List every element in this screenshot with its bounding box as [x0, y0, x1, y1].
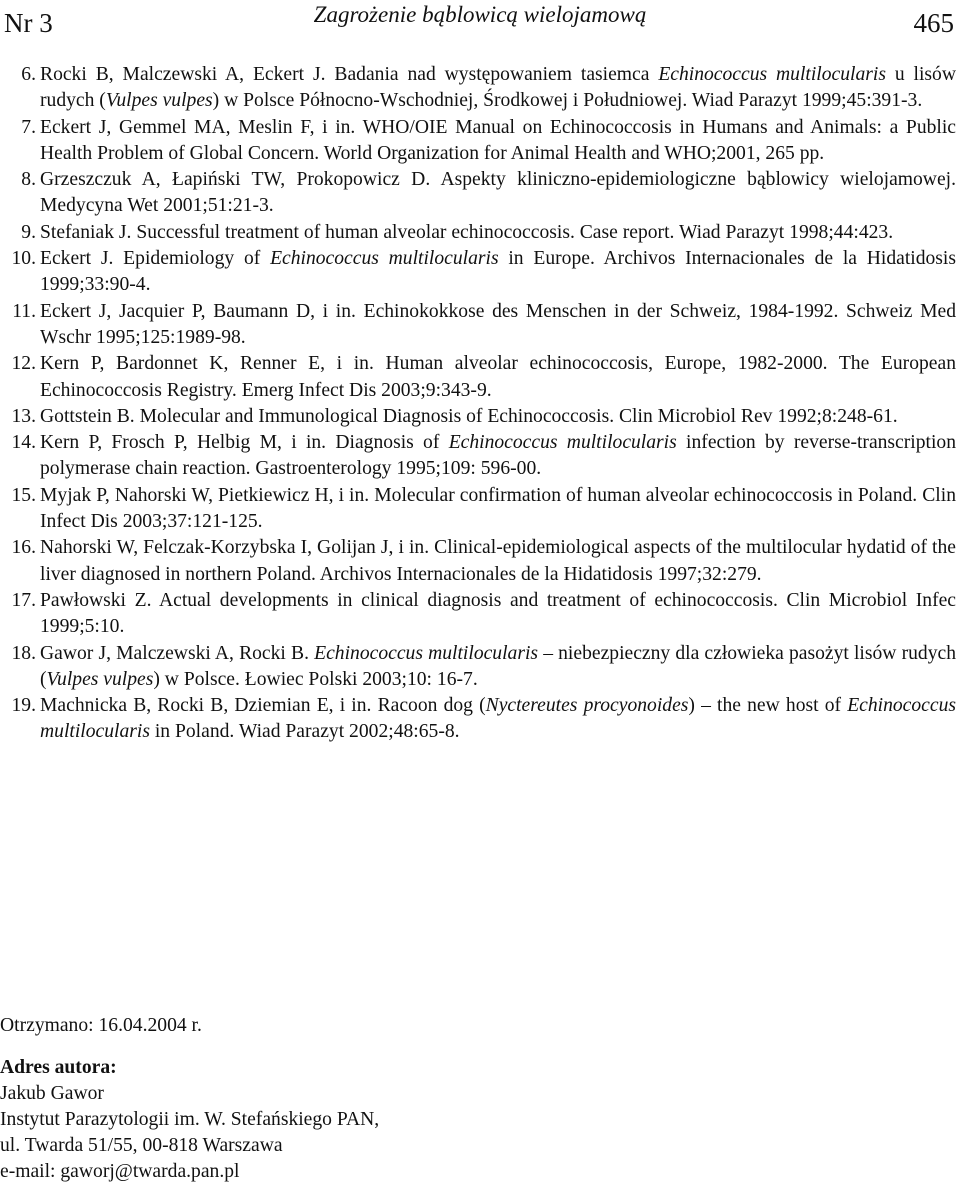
reference-item	[0, 351, 956, 404]
reference-text: Eckert J, Gemmel MA, Meslin F, i in. WHO/OIE Manual on Echinococcosis in Humans and Animals: a Public Health Problem of Global Concern. World Organization for Animal Health and WHO;2001, 265 pp.	[40, 116, 956, 164]
reference-number: 13.	[11, 405, 36, 427]
email-address[interactable]: e-mail: gaworj@twarda.pan.pl	[0, 1161, 240, 1182]
reference-text: Gottstein B. Molecular and Immunological Diagnosis of Echinococcosis. Clin Microbiol Rev 1992;8:248-61.	[40, 405, 898, 427]
reference-item	[0, 220, 956, 246]
reference-number: 19.	[11, 695, 36, 717]
reference-text: Machnicka B, Rocki B, Dziemian E, i in. Racoon dog (Nyctereutes procyonoides) – the new host of Echinococcus multilocularis in Poland. Wiad Parazyt 2002;48:65-8.	[40, 695, 956, 743]
reference-text: Kern P, Bardonnet K, Renner E, i in. Human alveolar echinococcosis, Europe, 1982-2000. The European Echinococcosis Registry. Emerg Infect Dis 2003;9:343-9.	[40, 353, 956, 401]
reference-number: 10.	[11, 248, 36, 270]
reference-number: 9.	[21, 221, 36, 243]
reference-text: Eckert J. Epidemiology of Echinococcus multilocularis in Europe. Archivos Internacionales de la Hidatidosis 1999;33:90-4.	[40, 248, 956, 296]
reference-item	[0, 430, 956, 483]
reference-item	[0, 535, 956, 588]
reference-number: 8.	[21, 169, 36, 191]
reference-text: Rocki B, Malczewski A, Eckert J. Badania nad występowaniem tasiemca Echinococcus multilocularis u lisów rudych (Vulpes vulpes) w Polsce Północno-Wschodniej, Środkowej i Południowej. Wiad Parazyt 1999;45:391-3.	[40, 64, 957, 112]
author-name: Jakub Gawor	[0, 1083, 104, 1104]
reference-item	[0, 588, 956, 641]
reference-item	[0, 167, 956, 220]
reference-list	[0, 62, 956, 746]
page-number: 465	[913, 8, 954, 38]
article-footer	[0, 1013, 700, 1185]
reference-text: Grzeszczuk A, Łapiński TW, Prokopowicz D. Aspekty kliniczno-epidemiologiczne bąblowicy wielojamowej. Medycyna Wet 2001;51:21-3.	[40, 169, 956, 217]
reference-number: 7.	[21, 116, 36, 138]
reference-number: 15.	[11, 484, 36, 506]
reference-text: Stefaniak J. Successful treatment of human alveolar echinococcosis. Case report. Wiad Parazyt 1998;44:423.	[40, 221, 894, 243]
reference-item	[0, 246, 956, 299]
address-label: Adres autora:	[0, 1057, 117, 1078]
institution: Instytut Parazytologii im. W. Stefańskiego PAN,	[0, 1109, 380, 1130]
reference-item	[0, 299, 956, 352]
page-header	[0, 0, 960, 40]
street-address: ul. Twarda 51/55, 00-818 Warszawa	[0, 1135, 283, 1156]
reference-text: Eckert J, Jacquier P, Baumann D, i in. Echinokokkose des Menschen in der Schweiz, 1984-1992. Schweiz Med Wschr 1995;125:1989-98.	[40, 300, 956, 348]
reference-number: 14.	[11, 432, 36, 454]
reference-item	[0, 641, 956, 694]
reference-number: 6.	[21, 64, 36, 85]
reference-item	[0, 693, 956, 746]
received-date: Otrzymano: 16.04.2004 r.	[0, 1015, 202, 1036]
reference-item	[0, 404, 956, 430]
reference-number: 11.	[12, 300, 36, 322]
reference-number: 18.	[11, 642, 36, 664]
reference-number: 17.	[11, 589, 36, 611]
issue-number: Nr 3	[4, 8, 53, 38]
reference-item	[0, 115, 956, 168]
running-title: Zagrożenie bąblowicą wielojamową	[313, 2, 647, 27]
reference-number: 12.	[11, 353, 36, 375]
reference-text: Myjak P, Nahorski W, Pietkiewicz H, i in. Molecular confirmation of human alveolar echinococcosis in Poland. Clin Infect Dis 2003;37:121-125.	[40, 484, 956, 533]
reference-item	[0, 62, 956, 115]
reference-number: 16.	[11, 537, 36, 559]
reference-text: Kern P, Frosch P, Helbig M, i in. Diagnosis of Echinococcus multilocularis infection by reverse-transcription polymerase chain reaction. Gastroenterology 1995;109: 596-00.	[40, 432, 957, 480]
reference-item	[0, 483, 956, 536]
reference-text: Gawor J, Malczewski A, Rocki B. Echinococcus multilocularis – niebezpieczny dla człowieka pasożyt lisów rudych (Vulpes vulpes) w Polsce. Łowiec Polski 2003;10: 16-7.	[40, 642, 957, 690]
reference-text: Pawłowski Z. Actual developments in clinical diagnosis and treatment of echinococcosis. Clin Microbiol Infec 1999;5:10.	[40, 589, 956, 638]
reference-text: Nahorski W, Felczak-Korzybska I, Golijan J, i in. Clinical-epidemiological aspects of the multilocular hydatid of the liver diagnosed in northern Poland. Archivos Internacionales de la Hidatidosis 1997;32:279.	[40, 537, 956, 585]
